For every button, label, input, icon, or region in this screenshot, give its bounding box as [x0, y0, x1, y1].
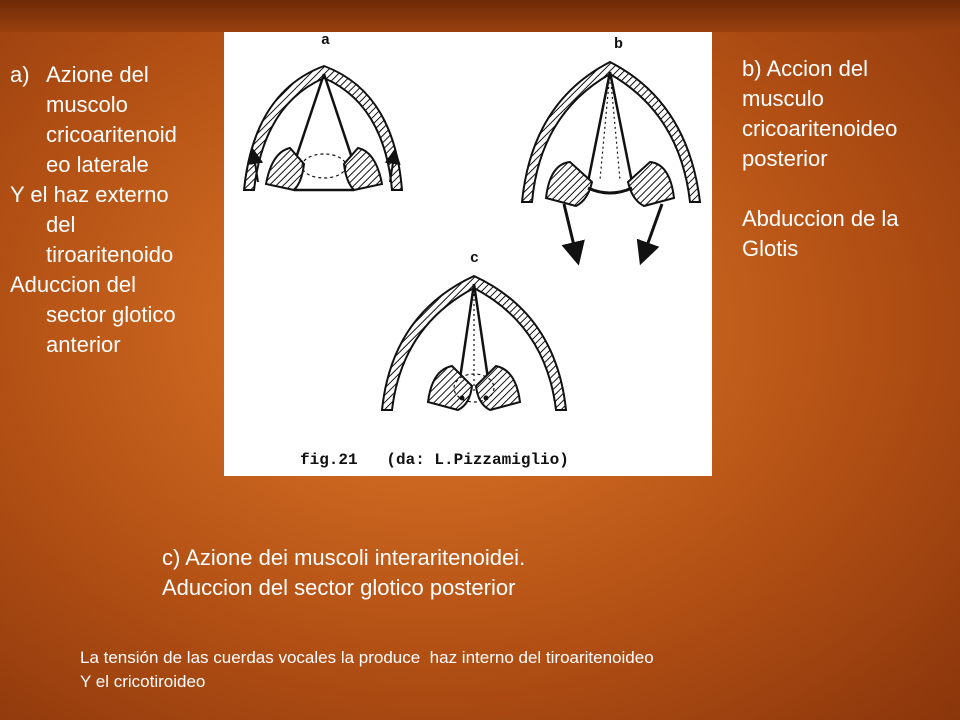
- caption-c: [162, 543, 782, 603]
- arytenoid-right-c: [476, 366, 520, 410]
- left-line: tiroaritenoido: [46, 242, 174, 267]
- left-description: [10, 60, 225, 360]
- arrow-left-b: [564, 204, 576, 254]
- figure-caption: fig.21 (da: L.Pizzamiglio): [300, 451, 569, 469]
- dotted-fold-right-b: [610, 72, 620, 180]
- left-line: Y el haz externo: [10, 182, 169, 207]
- right-line: cricoaritenoideo: [742, 116, 898, 141]
- arytenoid-right-b: [628, 162, 674, 206]
- footer-note: [80, 646, 950, 694]
- arrow-right-b: [644, 204, 662, 254]
- label-c: c: [470, 250, 480, 267]
- larynx-figure: [224, 32, 712, 476]
- caption-c-line2: Aduccion del sector glotico posterior: [162, 575, 516, 600]
- right-description: [742, 54, 952, 264]
- glottis-line-b: [588, 188, 632, 193]
- left-line: cricoaritenoid: [46, 122, 177, 147]
- dotted-outline-a: [302, 154, 346, 178]
- dot-right-c: [484, 396, 489, 401]
- list-marker-a: a): [10, 62, 30, 87]
- dot-left-c: [460, 396, 465, 401]
- left-line: muscolo: [46, 92, 128, 117]
- footer-line2: Y el cricotiroideo: [80, 672, 206, 691]
- right-line-spacer: [742, 174, 952, 204]
- vocal-fold-left-b: [588, 72, 610, 182]
- diagram-a: [244, 32, 402, 190]
- diagram-b: [522, 36, 700, 254]
- label-a: a: [321, 32, 331, 49]
- left-line: [10, 60, 225, 90]
- left-line: eo laterale: [46, 152, 149, 177]
- right-line: posterior: [742, 146, 828, 171]
- arytenoid-left-c: [428, 366, 472, 410]
- left-line: anterior: [46, 332, 121, 357]
- left-line: sector glotico: [46, 302, 176, 327]
- left-line-text: Azione del: [46, 62, 149, 87]
- caption-c-line1: c) Azione dei muscoli interaritenoidei.: [162, 545, 526, 570]
- right-line: Glotis: [742, 236, 799, 261]
- left-line: Aduccion del: [10, 272, 136, 297]
- right-line: musculo: [742, 86, 824, 111]
- dotted-fold-left-b: [600, 72, 610, 180]
- larynx-diagram: [224, 32, 712, 476]
- left-line: del: [46, 212, 76, 237]
- right-line: b) Accion del: [742, 56, 868, 81]
- top-band: [0, 0, 960, 32]
- vocal-fold-right-b: [610, 72, 632, 182]
- footer-line1: La tensión de las cuerdas vocales la produce haz interno del tiroaritenoideo: [80, 648, 654, 667]
- diagram-c: [382, 250, 566, 410]
- right-line: Abduccion de la: [742, 206, 899, 231]
- arytenoid-left-b: [546, 162, 592, 206]
- label-b: b: [614, 36, 624, 53]
